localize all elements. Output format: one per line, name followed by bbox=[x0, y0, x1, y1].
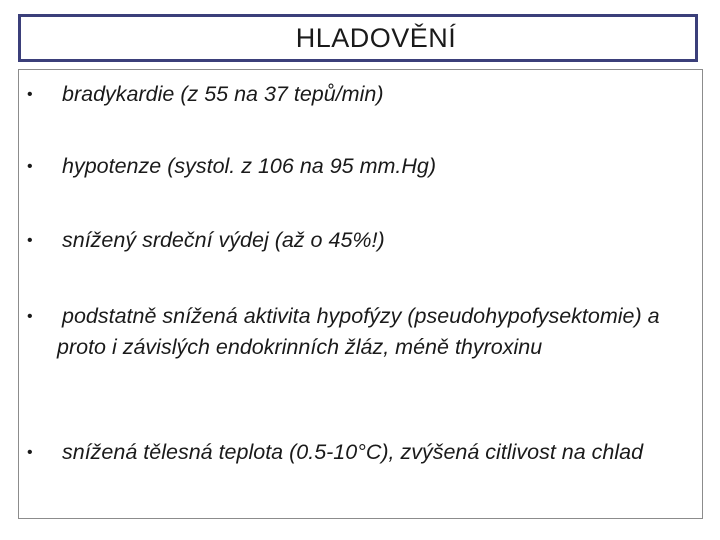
bullet-item bbox=[19, 151, 699, 182]
bullet-icon: • bbox=[27, 444, 33, 461]
bullet-item bbox=[19, 225, 699, 256]
bullet-text: hypotenze (systol. z 106 na 95 mm.Hg) bbox=[62, 154, 437, 178]
bullet-text: snížený srdeční výdej (až o 45%!) bbox=[62, 228, 385, 252]
bullet-text: podstatně snížená aktivita hypofýzy (pseudohypofysektomie) a proto i závislých endokrinních žláz, méně thyroxinu bbox=[57, 304, 660, 359]
slide-title-box bbox=[18, 14, 698, 62]
bullet-icon: • bbox=[27, 158, 33, 175]
bullet-item bbox=[19, 437, 699, 468]
slide-content-box bbox=[18, 69, 703, 519]
bullet-item bbox=[19, 79, 699, 110]
slide-title: HLADOVĚNÍ bbox=[295, 22, 457, 53]
bullet-icon: • bbox=[27, 86, 33, 103]
bullet-text: bradykardie (z 55 na 37 tepů/min) bbox=[62, 82, 384, 106]
bullet-text: snížená tělesná teplota (0.5-10°C), zvýšená citlivost na chlad bbox=[62, 440, 644, 464]
bullet-icon: • bbox=[27, 232, 33, 249]
bullet-icon: • bbox=[27, 308, 33, 325]
bullet-item bbox=[19, 301, 699, 363]
